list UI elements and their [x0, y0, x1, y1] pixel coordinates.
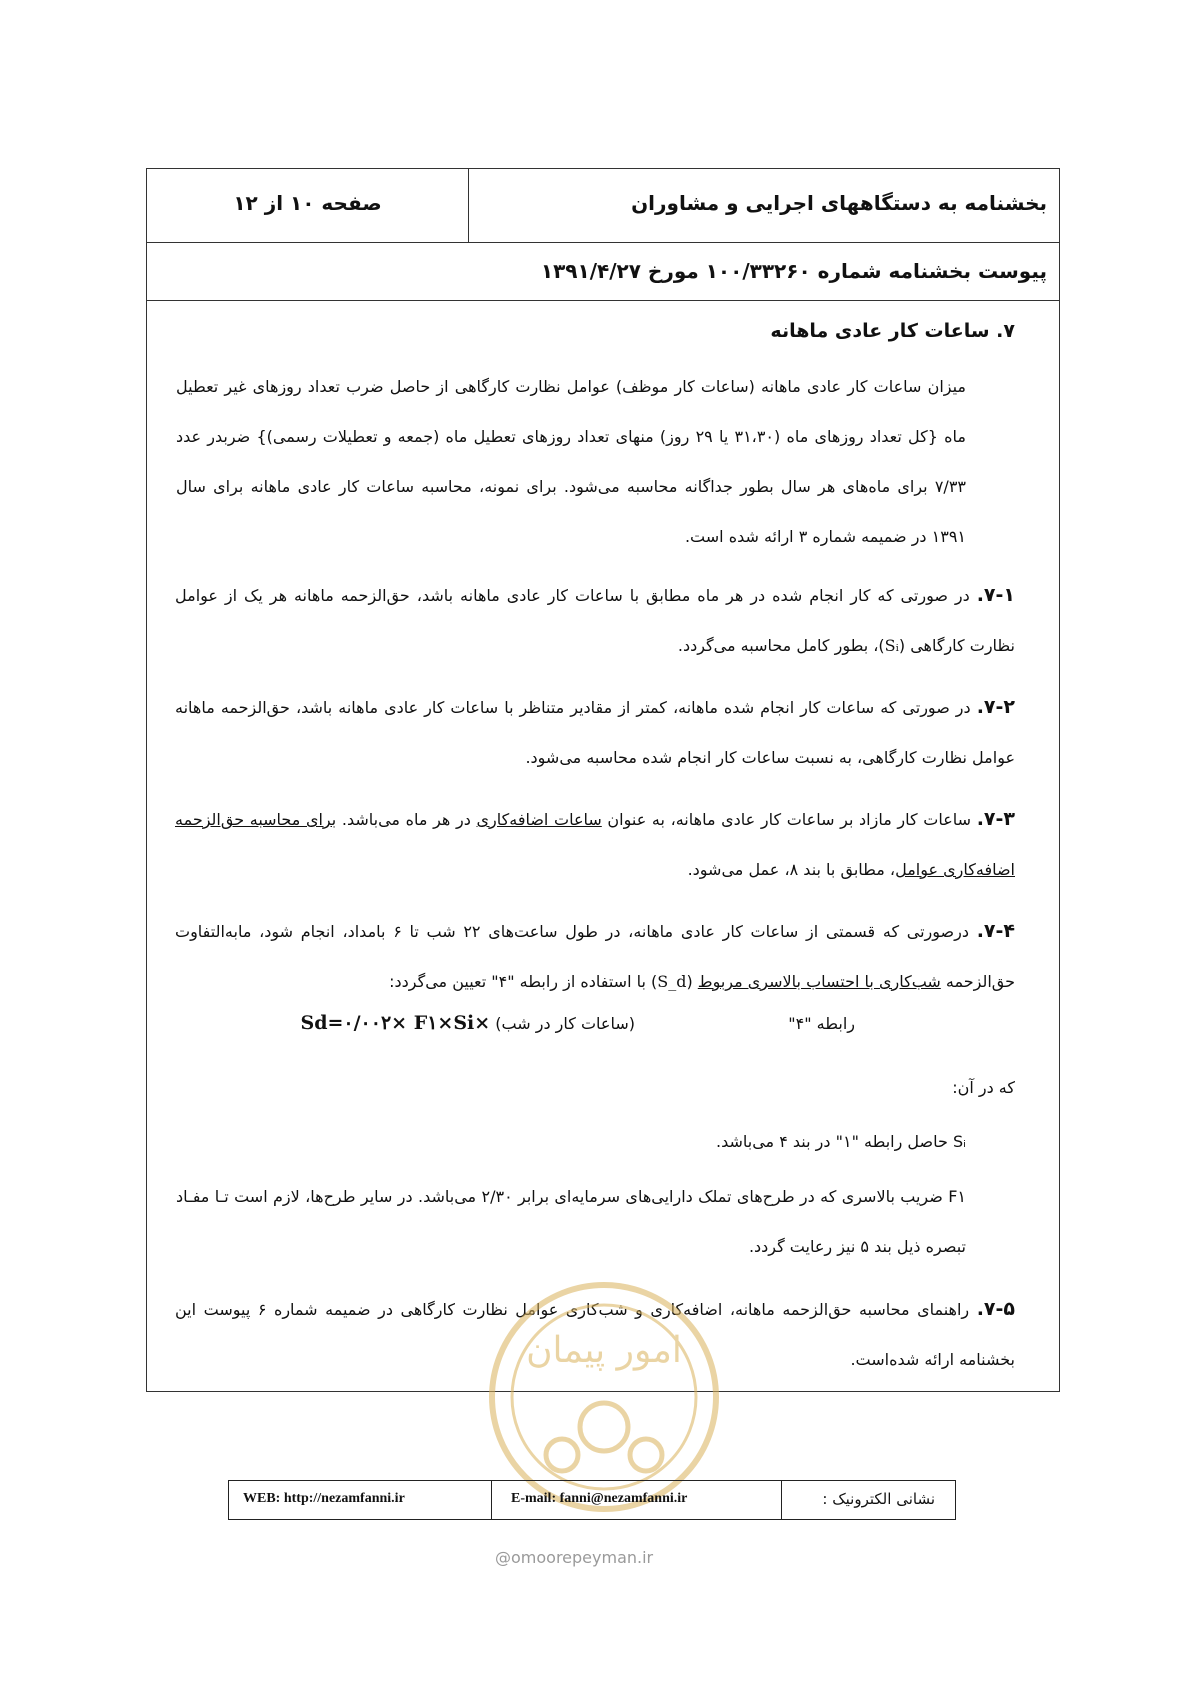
intro-paragraph: میزان ساعات کار عادی ماهانه (ساعات کار موظف) عوامل نظارت کارگاهی از حاصل ضرب تعداد روزهای غیر تعطیل ماه {کل تعداد روزهای ماه (۳۱،۳۰ یا ۲۹ روز) منهای تعداد روزهای تعطیل ماه (جمعه و تعطیلات رسمی)} ضربدر عدد ۷/۳۳ برای ماه‌های هر سال بطور جداگانه محاسبه می‌شود. برای نمونه، محاسبه ساعات کار عادی ماهانه برای سال ۱۳۹۱ در ضمیمه شماره ۳ ارائه شده است. — [176, 377, 966, 546]
item-text: درصورتی که قسمتی از ساعات کار عادی ماهانه، در طول ساعت‌های ۲۲ شب تا ۶ بامداد، انجام شود، مابه‌التفاوت حق‌الزحمه — [175, 922, 1015, 991]
formula-label: رابطه "۴" — [788, 1014, 855, 1033]
item-7-2 — [175, 682, 1015, 783]
item-text: ، مطابق با بند ۸، عمل می‌شود. — [687, 860, 896, 879]
site-watermark: @omoorepeyman.ir — [495, 1548, 654, 1567]
web-address: WEB: http://nezamfanni.ir — [243, 1491, 405, 1506]
item-text: ساعات کار مازاد بر ساعات کار عادی ماهانه، به عنوان — [601, 810, 977, 829]
item-text: در صورتی که ساعات کار انجام شده ماهانه، کمتر از مقادیر متناظر با ساعات کار عادی ماهانه باشد، حق‌الزحمه ماهانه عوامل نظارت کارگاهی، به نسبت ساعات کار انجام شده محاسبه می‌شود. — [175, 698, 1015, 767]
item-number: ۷-۳. — [976, 808, 1016, 830]
item-text: در صورتی که کار انجام شده در هر ماه مطابق با ساعات کار عادی ماهانه باشد، حق‌الزحمه ماهانه هر یک از عوامل نظارت کارگاهی ( — [175, 586, 1015, 655]
electronic-address-label: نشانی الکترونیک : — [822, 1490, 935, 1508]
item-text: )، بطور کامل محاسبه می‌گردد. — [677, 636, 885, 655]
item-text: ( — [686, 972, 698, 991]
definition-f1: F۱ ضریب بالاسری که در طرح‌های تملک دارایی‌های سرمایه‌ای برابر ۲/۳۰ می‌باشد. در سایر طرح‌ها، لازم است تـا مفـاد تبصره ذیل بند ۵ نیز رعایت گردد. — [176, 1187, 967, 1256]
footer-divider — [781, 1481, 782, 1519]
item-text: ) با استفاده از رابطه "۴" تعیین می‌گردد: — [389, 972, 658, 991]
attachment-title: پیوست بخشنامه شماره ۱۰۰/۳۳۲۶۰ مورخ ۱۳۹۱/۴/۲۷ — [540, 259, 1047, 283]
formula-hours: (ساعات کار در شب) — [495, 1014, 635, 1033]
item-7-4 — [175, 906, 1015, 1007]
underlined-term: برای محاسبه حق‌الزحمه اضافه‌کاری عوامل — [175, 810, 1015, 879]
item-text: راهنمای محاسبه حق‌الزحمه ماهانه، اضافه‌کاری و شب‌کاری عوامل نظارت کارگاهی در ضمیمه شماره ۶ پیوست این بخشنامه ارائه شده‌است. — [175, 1300, 1015, 1369]
item-text: در هر ماه می‌باشد. — [336, 810, 477, 829]
symbol-sd: S_d — [657, 972, 687, 991]
circular-title: بخشنامه به دستگاههای اجرایی و مشاوران — [631, 191, 1047, 215]
item-7-3 — [175, 794, 1015, 895]
symbol-si: Sᵢ — [884, 636, 899, 655]
formula-expression: Sd=۰/۰۰۲× F۱×Si× — [300, 1012, 491, 1034]
email-address: E-mail: fanni@nezamfanni.ir — [511, 1491, 688, 1506]
item-7-1 — [175, 570, 1015, 671]
definition-si: Sᵢ حاصل رابطه "۱" در بند ۴ می‌باشد. — [716, 1132, 966, 1151]
item-number: ۷-۲. — [976, 696, 1015, 718]
gear-icon — [546, 1403, 662, 1471]
underlined-term: ساعات اضافه‌کاری — [476, 810, 602, 829]
footer-divider — [491, 1481, 492, 1519]
section-title: ۷. ساعات کار عادی ماهانه — [770, 320, 1015, 342]
seal-text: امور پیمان — [526, 1330, 682, 1371]
item-number: ۷-۴. — [976, 920, 1016, 942]
formula — [300, 1012, 635, 1034]
underlined-term: شب‌کاری با احتساب بالاسری مربوط — [697, 972, 941, 991]
definitions-intro: که در آن: — [952, 1078, 1015, 1097]
item-number: ۷-۵. — [976, 1298, 1015, 1320]
item-number: ۷-۱. — [976, 584, 1015, 606]
page-indicator: صفحه ۱۰ از ۱۲ — [233, 191, 382, 215]
seal-outer-ring — [492, 1285, 716, 1509]
footer-contact-box — [228, 1480, 956, 1520]
